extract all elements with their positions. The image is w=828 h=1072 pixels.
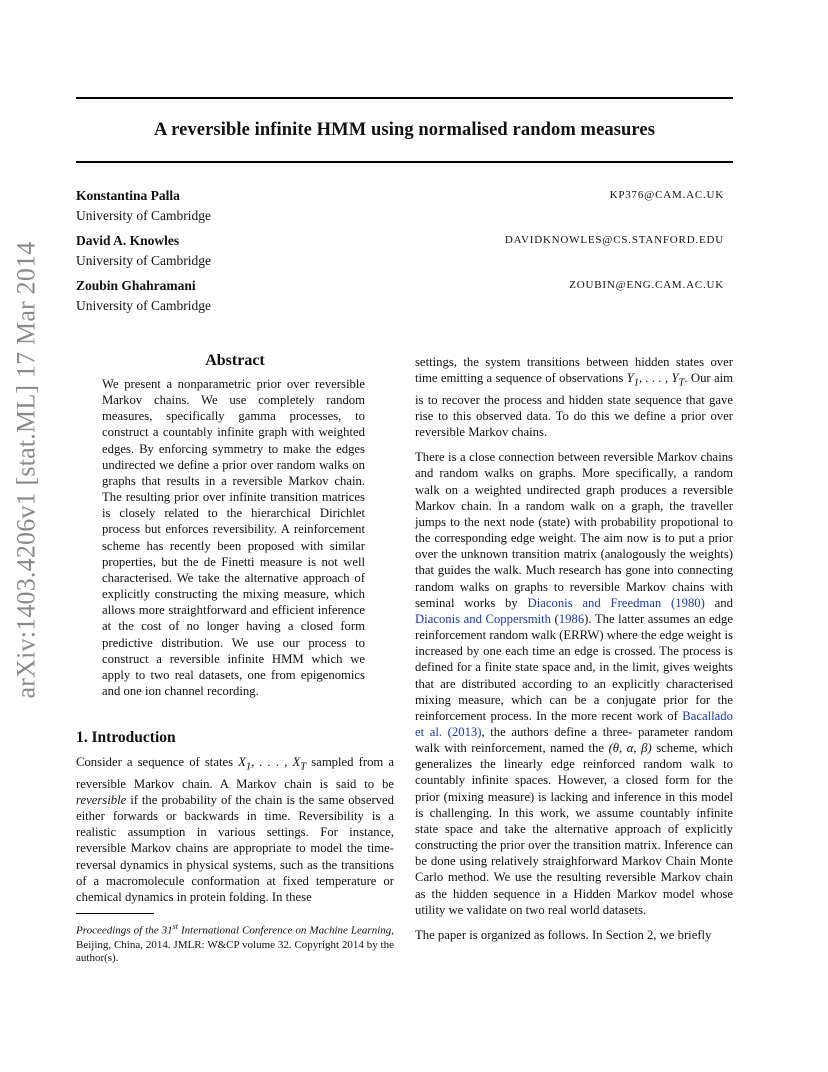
- section-heading-introduction: 1. Introduction: [76, 729, 176, 747]
- author-affiliation: University of Cambridge: [76, 253, 211, 268]
- arxiv-sidebar-stamp: [6, 241, 46, 699]
- math-subscript: T: [678, 377, 685, 389]
- right-column: [415, 354, 733, 943]
- math-symbol: , . . . , Y: [638, 371, 679, 386]
- math-symbol: X: [238, 755, 246, 770]
- author-name: Zoubin Ghahramani: [76, 278, 196, 293]
- text-run: , the authors define a three- parameter random walk with reinforcement, named the: [415, 724, 733, 756]
- body-paragraph: [415, 449, 733, 918]
- author-email: DAVIDKNOWLES@CS.STANFORD.EDU: [504, 234, 724, 246]
- text-run: and: [704, 595, 733, 610]
- intro-paragraph: [76, 754, 394, 905]
- paper-title: A reversible infinite HMM using normalised random measures: [154, 120, 655, 140]
- title-top-rule: [76, 97, 733, 99]
- text-run: There is a close connection between reversible Markov chains and random walks on graphs. More specifically, a random walk on a weighted undirected graph produces a reversible Markov chain. In a random walk on a graph, the traveller jumps to the next node (state) with probability propotional to the corresponding edge weight. The aim now is to put a prior over the unknown transition matrix (analogously the weights) that guides the walk. Much research has gone into connecting random walks on graphs to reversible Markov chains with seminal works by: [415, 450, 733, 610]
- author-entry: [76, 188, 724, 233]
- title-bottom-rule: [76, 161, 733, 163]
- text-run: Consider a sequence of states: [76, 755, 239, 770]
- author-name: Konstantina Palla: [76, 188, 180, 203]
- math-subscript: 1: [245, 761, 252, 773]
- proceedings-footnote: [76, 920, 394, 966]
- author-email: ZOUBIN@ENG.CAM.AC.UK: [569, 279, 724, 291]
- footnote-superscript: st: [172, 922, 178, 932]
- text-run: sampled from a reversible Markov chain. A Markov chain is said to be: [76, 755, 394, 791]
- body-paragraph: The paper is organized as follows. In Section 2, we briefly: [415, 927, 712, 942]
- text-run: ). The latter assumes an edge reinforcement random walk (ERRW) where the edge weight is increased by one each time an edge is crossed. The process is defined for a finite state space and, in the limit, gives weights that are distributed according to an explicitly characterised mixing measure, which can be a conjugate prior for the reinforcement process. In the more recent work of: [415, 611, 733, 723]
- math-inline: (θ, α, β): [608, 741, 652, 756]
- author-affiliation: University of Cambridge: [76, 298, 211, 313]
- arxiv-id: arXiv:1403.4206v1 [stat.ML] 17 Mar 2014: [11, 241, 40, 699]
- author-affiliation: University of Cambridge: [76, 208, 211, 223]
- citation-link[interactable]: Diaconis and Freedman (1980): [527, 595, 705, 610]
- author-email: KP376@CAM.AC.UK: [609, 189, 724, 201]
- text-run: . Our aim is to recover the process and hidden state sequence that gave rise to this observed data. To do this we define a prior over reversible Markov chains.: [415, 371, 733, 440]
- math-subscript: T: [300, 761, 307, 773]
- math-symbol: Y: [626, 371, 634, 386]
- author-entry: [76, 233, 724, 278]
- footnote-text: , Beijing, China, 2014. JMLR: W&CP volume 32. Copyright 2014 by the author(s).: [76, 924, 394, 965]
- citation-link[interactable]: Bacallado et al. (2013): [415, 708, 733, 739]
- text-run: if the probability of the chain is the same observed either forwards or backwards in time. Reversibility is a realistic assumption in various settings. For instance, reversible Markov chains are appropriate to model the time-reversal dynamics in physical systems, such as the transitions of a macromolecule conformation at fixed temperature or chemical dynamics in protein folding. In these: [76, 792, 394, 904]
- math-subscript: 1: [633, 377, 639, 389]
- footnote-rule: [76, 913, 154, 914]
- author-entry: [76, 278, 724, 323]
- text-run: scheme, which generalizes the linearly edge reinforced random walk to countably infinite spaces. However, a closed form for the prior (mixing measure) is lacking and inference in this model is challenging. In this work, we assume countably infinite state space and take the alternative approach of explicitly constructing the prior over the transition matrix. Inference can be done using relatively straighforward Markov Chain Monte Carlo method. We use the resulting reversible Markov chain as the hidden sequence in a Hidden Markov model whose utility we validate on two real world datasets.: [415, 741, 733, 917]
- abstract-heading: Abstract: [205, 352, 265, 369]
- citation-link[interactable]: Diaconis and Coppersmith: [415, 611, 552, 626]
- text-run: settings, the system transitions between hidden states over time emitting a sequence of observations: [415, 355, 733, 386]
- author-name: David A. Knowles: [76, 233, 180, 248]
- emphasis-text: reversible: [76, 792, 127, 807]
- math-symbol: , . . . , X: [251, 755, 301, 770]
- footnote-text: Proceedings of the 31: [76, 924, 173, 937]
- citation-link[interactable]: 1986: [558, 611, 585, 626]
- abstract-text: We present a nonparametric prior over reversible Markov chains. We use completely random measures, specifically gamma processes, to construct a countably infinite graph with weighted edges. By enforcing symmetry to make the edges undirected we define a prior over random walks on graphs that results in a reversible Markov chain. The resulting prior over infinite transition matrices is closely related to the hierarchical Dirichlet process but enforces reversibility. A reinforcement scheme has recently been proposed with similar properties, but the de Finetti measure is not well characterised. We take the alternative approach of explicitly constructing the mixing measure, which allows more straightforward and efficient inference at the cost of no longer having a closed form predictive distribution. We use our process to construct a reversible infinite HMM which we apply to two real datasets, one from epigenomics and one ion channel recording.: [102, 377, 365, 698]
- left-column: [76, 352, 394, 966]
- author-block: [76, 188, 724, 323]
- text-run: (: [551, 611, 559, 626]
- footnote-text: International Conference on Machine Learning: [177, 924, 392, 937]
- body-paragraph: [415, 354, 733, 440]
- math-inline: [626, 371, 685, 389]
- math-inline: [238, 755, 307, 773]
